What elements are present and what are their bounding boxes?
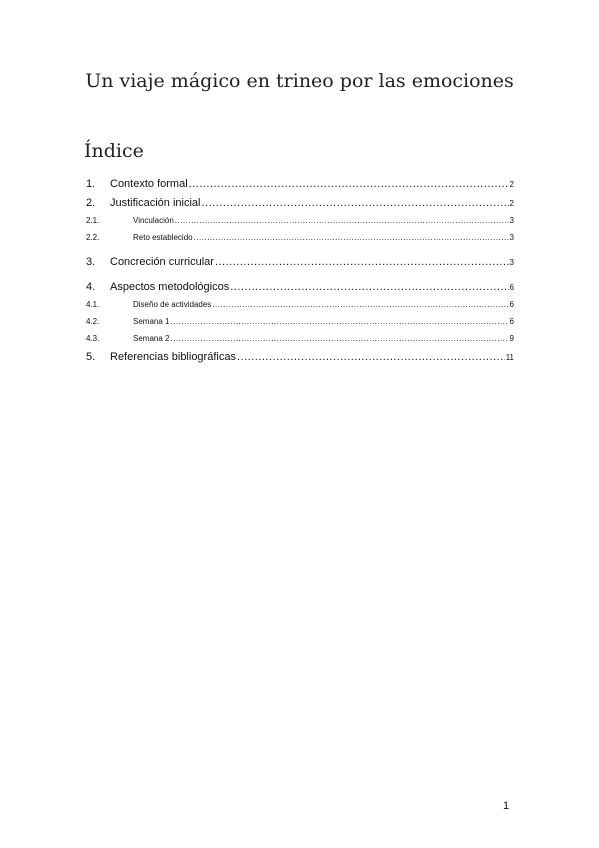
toc-entry-number: 2.2. bbox=[86, 233, 100, 242]
toc-leader-dots bbox=[175, 216, 509, 225]
toc-entry-number: 2.1. bbox=[86, 216, 100, 225]
toc-entry-label: Reto establecido bbox=[133, 233, 193, 242]
toc-entry-number: 4.2. bbox=[86, 317, 100, 326]
toc-entry-label: Semana 2 bbox=[133, 334, 170, 343]
toc-entry-referencias-bibliograficas[interactable] bbox=[86, 351, 514, 370]
toc-entry-concrecion-curricular[interactable] bbox=[86, 256, 514, 275]
toc-leader-dots bbox=[230, 281, 508, 293]
toc-entry-page: 3 bbox=[509, 258, 514, 267]
toc-entry-label: Justificación inicial bbox=[110, 197, 201, 209]
toc-entry-number: 4.1. bbox=[86, 300, 100, 309]
toc-entry-diseno-de-actividades[interactable] bbox=[86, 300, 514, 317]
toc-entry-page: 2 bbox=[509, 180, 514, 189]
toc-entry-number: 5. bbox=[86, 351, 96, 363]
toc-entry-label: Semana 1 bbox=[133, 317, 170, 326]
toc-entry-reto-establecido[interactable] bbox=[86, 233, 514, 250]
page-number: 1 bbox=[503, 800, 510, 812]
toc-entry-label: Diseño de actividades bbox=[133, 300, 212, 309]
toc-leader-dots bbox=[194, 233, 509, 242]
toc-leader-dots bbox=[170, 334, 508, 343]
toc-entry-page: 9 bbox=[509, 334, 514, 343]
toc-entry-page: 2 bbox=[509, 199, 514, 208]
toc-entry-aspectos-metodologicos[interactable] bbox=[86, 281, 514, 300]
toc-leader-dots bbox=[237, 351, 505, 363]
toc-entry-label: Vinculación bbox=[133, 216, 174, 225]
toc-entry-number: 1. bbox=[86, 178, 96, 190]
toc-entry-label: Aspectos metodológicos bbox=[110, 281, 230, 293]
toc-entry-semana-1[interactable] bbox=[86, 317, 514, 334]
toc-entry-number: 2. bbox=[86, 197, 96, 209]
toc-leader-dots bbox=[215, 256, 509, 268]
toc-entry-vinculacion[interactable] bbox=[86, 216, 514, 233]
toc-entry-page: 3 bbox=[509, 233, 514, 242]
toc-entry-page: 11 bbox=[505, 353, 514, 362]
toc-entry-page: 6 bbox=[509, 317, 514, 326]
toc-heading: Índice bbox=[84, 140, 144, 162]
toc-leader-dots bbox=[201, 197, 508, 209]
toc-entry-justificacion-inicial[interactable] bbox=[86, 197, 514, 216]
document-title: Un viaje mágico en trineo por las emociones bbox=[85, 70, 514, 92]
toc-entry-label: Referencias bibliográficas bbox=[110, 351, 236, 363]
toc-leader-dots bbox=[170, 317, 508, 326]
toc-entry-page: 3 bbox=[509, 216, 514, 225]
toc-entry-contexto-formal[interactable] bbox=[86, 178, 514, 197]
toc-entry-number: 3. bbox=[86, 256, 96, 268]
toc-entry-number: 4. bbox=[86, 281, 96, 293]
toc-leader-dots bbox=[189, 178, 509, 190]
toc-entry-number: 4.3. bbox=[86, 334, 100, 343]
toc-entry-page: 6 bbox=[509, 300, 514, 309]
toc-entry-label: Contexto formal bbox=[110, 178, 188, 190]
toc-leader-dots bbox=[212, 300, 508, 309]
toc-entry-page: 6 bbox=[509, 283, 514, 292]
toc-entry-semana-2[interactable] bbox=[86, 334, 514, 351]
table-of-contents bbox=[86, 178, 514, 370]
toc-entry-label: Concreción curricular bbox=[110, 256, 214, 268]
